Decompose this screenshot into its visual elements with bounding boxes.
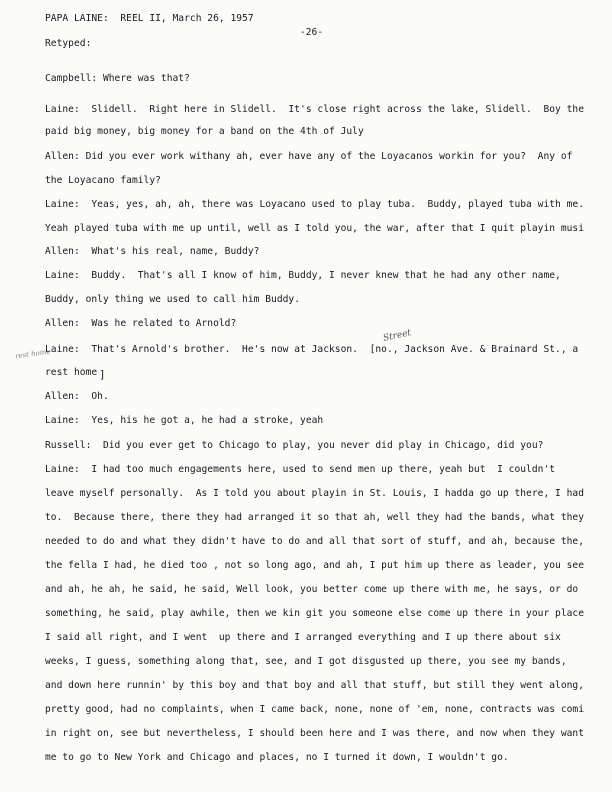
transcript-line: and ah, he ah, he said, he said, Well look, you better come up there with me, he says, or do: [45, 584, 579, 595]
transcript-line: me to go to New York and Chicago and places, no I turned it down, I wouldn't go.: [45, 752, 509, 763]
transcript-line: Laine: Slidell. Right here in Slidell. It's close right across the lake, Slidell. Boy the: [45, 104, 585, 115]
handwritten-margin-note: rest home: [14, 347, 52, 361]
transcript-line: Laine: That's Arnold's brother. He's now at Jackson. [no., Jackson Ave. & Brainard St., a: [45, 344, 579, 355]
transcript-line: Russell: Did you ever get to Chicago to play, you never did play in Chicago, did you?: [45, 440, 544, 451]
transcript-line: Yeah played tuba with me up until, well as I told you, the war, after that I quit playin musi: [45, 223, 585, 234]
transcript-line: Allen: Was he related to Arnold?: [45, 318, 237, 329]
transcript-line: and down here runnin' by this boy and that boy and all that stuff, but still they went along,: [45, 680, 585, 691]
transcript-line: Allen: Oh.: [45, 391, 109, 402]
page-number: -26-: [300, 27, 324, 38]
transcript-line: paid big money, big money for a band on the 4th of July: [45, 126, 364, 137]
handwritten-street-note: Street: [382, 328, 413, 344]
transcript-line: the Loyacano family?: [45, 175, 161, 186]
transcript-line: Laine: I had too much engagements here, used to send men up there, yeah but I couldn't: [45, 464, 556, 475]
transcript-line: Laine: Yes, his he got a, he had a stroke, yeah: [45, 415, 324, 426]
transcript-line: weeks, I guess, something along that, see, and I got disgusted up there, you see my bands,: [45, 656, 567, 667]
document-title: PAPA LAINE: REEL II, March 26, 1957: [45, 13, 254, 24]
transcript-line: I said all right, and I went up there and I arranged everything and I up there about six: [45, 632, 561, 643]
transcript-line: needed to do and what they didn't have to do and all that sort of stuff, and ah, because the,: [45, 536, 585, 547]
retyped-label: Retyped:: [45, 38, 92, 49]
transcript-line: Buddy, only thing we used to call him Buddy.: [45, 294, 301, 305]
transcript-line: rest home: [45, 367, 98, 378]
transcript-line: Allen: What's his real, name, Buddy?: [45, 246, 260, 257]
transcript-line: Laine: Buddy. That's all I know of him, Buddy, I never knew that he had any other name,: [45, 270, 561, 281]
transcript-line: leave myself personally. As I told you about playin in St. Louis, I hadda go up there, I had: [45, 488, 585, 499]
transcript-line: pretty good, had no complaints, when I came back, none, none of 'em, none, contracts was comi: [45, 704, 585, 715]
transcript-line: Campbell: Where was that?: [45, 73, 190, 84]
transcript-line: Allen: Did you ever work withany ah, ever have any of the Loyacanos workin for you? Any of: [45, 151, 573, 162]
transcript-line: to. Because there, there they had arranged it so that ah, well they had the bands, what they: [45, 512, 585, 523]
transcript-line: in right on, see but nevertheless, I should been here and I was there, and now when they want: [45, 728, 585, 739]
transcript-line: Laine: Yeas, yes, ah, ah, there was Loyacano used to play tuba. Buddy, played tuba with me.: [45, 199, 585, 210]
transcript-line: something, he said, play awhile, then we kin git you someone else come up there in your place: [45, 608, 585, 619]
transcript-line: the fella I had, he died too , not so long ago, and ah, I put him up there as leader, you see: [45, 560, 585, 571]
closing-bracket-mark: ]: [99, 368, 106, 381]
